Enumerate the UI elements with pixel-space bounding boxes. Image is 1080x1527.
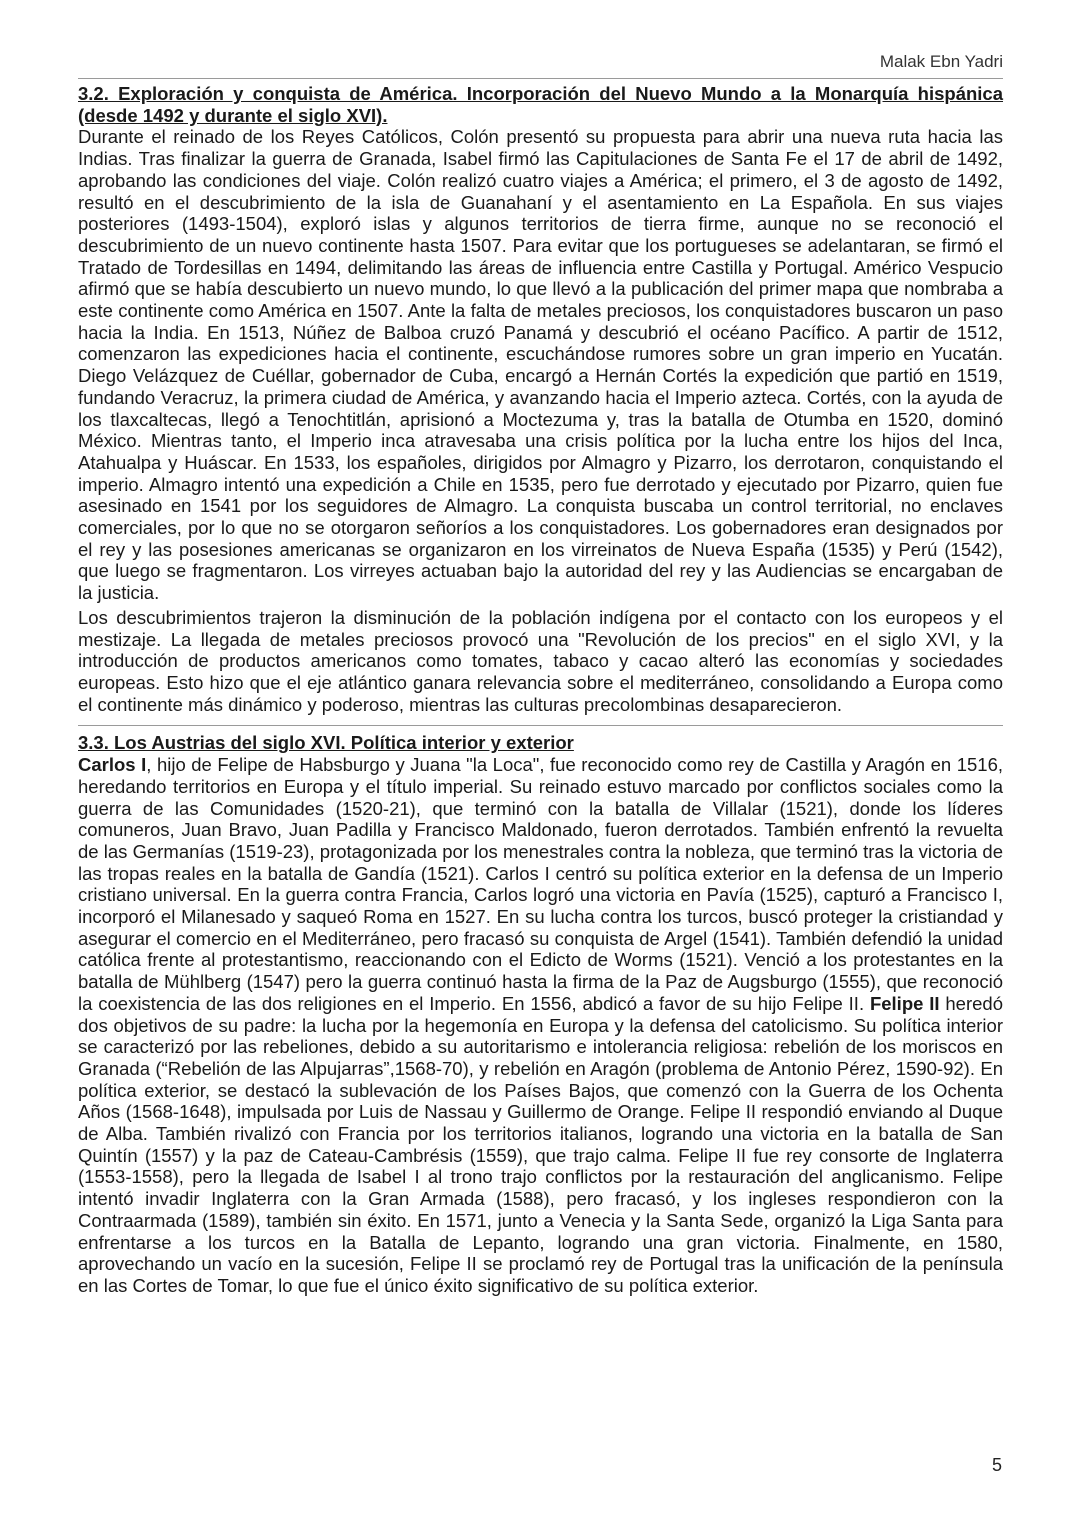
section-title-3-2: 3.2. Exploración y conquista de América. Incorporación del Nuevo Mundo a la Monarquía hispánica (desde 1492 y durante el siglo XVI). [78, 83, 1003, 126]
section-3-2-paragraph-2: Los descubrimientos trajeron la disminución de la población indígena por el contacto con los europeos y el mestizaje. La llegada de metales preciosos provocó una "Revolución de los precios" en el siglo XVI, y la introducción de productos americanos como tomates, tabaco y cacao alteró las economías y sociedades europeas. Esto hizo que el eje atlántico ganara relevancia sobre el mediterráneo, consolidando a Europa como el continente más dinámico y poderoso, mientras las culturas precolombinas desaparecieron. [78, 606, 1003, 715]
felipe-ii-text: heredó dos objetivos de su padre: la lucha por la hegemonía en Europa y la defensa del catolicismo. Su política interior se caracterizó por las rebeliones, debido a su autoritarismo e intolerancia religiosa: rebelión de los moriscos en Granada (“Rebelión de las Alpujarras”,1568-70), y rebelión en Aragón (problema de Antonio Pérez, 1590-92). En política exterior, se destacó la sublevación de los Países Bajos, que comenzó con la Guerra de los Ochenta Años (1568-1648), impulsada por Luis de Nassau y Guillermo de Orange. Felipe II respondió enviando al Duque de Alba. También rivalizó con Francia por los territorios italianos, logrando una victoria en la batalla de San Quintín (1557) y la paz de Cateau-Cambrésis (1559), que trajo calma. Felipe II fue rey consorte de Inglaterra (1553-1558), pero la llegada de Isabel I al trono trajo conflictos por la restauración del anglicanismo. Felipe intentó invadir Inglaterra con la Gran Armada (1588), pero fracasó, y los ingleses respondieron con la Contraarmada (1589), también sin éxito. En 1571, junto a Venecia y la Santa Sede, organizó la Liga Santa para enfrentarse a los turcos en la Batalla de Lepanto, logrando una gran victoria. Finalmente, en 1580, aprovechando un vacío en la sucesión, Felipe II se proclamó rey de Portugal tras la unificación de la península en las Cortes de Tomar, lo que fue el único éxito significativo de su política exterior. [78, 992, 1003, 1296]
document-content [78, 83, 1003, 1297]
carlos-i-text: , hijo de Felipe de Habsburgo y Juana "la Loca", fue reconocido como rey de Castilla y Aragón en 1516, heredando territorios en Europa y el título imperial. Su reinado estuvo marcado por conflictos sociales como la guerra de las Comunidades (1520-21), que terminó con la batalla de Villalar (1521), donde los líderes comuneros, Juan Bravo, Juan Padilla y Francisco Maldonado, fueron derrotados. También enfrentó la revuelta de las Germanías (1519-23), protagonizada por los menestrales contra la nobleza, que terminó tras la victoria de las tropas reales en la batalla de Gandía (1521). Carlos I centró su política exterior en la defensa de un Imperio cristiano universal. En la guerra contra Francia, Carlos logró una victoria en Pavía (1525), capturó a Francisco I, incorporó el Milanesado y saqueó Roma en 1527. En su lucha contra los turcos, buscó proteger la cristiandad y asegurar el comercio en el Mediterráneo, pero fracasó su conquista de Argel (1541). También defendió la unidad católica frente al protestantismo, reaccionando con el Edicto de Worms (1521). Venció a los protestantes en la batalla de Mühlberg (1547) pero la guerra continuó hasta la firma de la Paz de Augsburgo (1555), que reconoció la coexistencia de las dos religiones en el Imperio. En 1556, abdicó a favor de su hijo Felipe II. [78, 754, 1004, 1014]
section-3-2 [78, 83, 1003, 715]
header-divider [78, 78, 1003, 79]
felipe-ii-name: Felipe II [869, 992, 940, 1014]
section-3-3 [78, 732, 1003, 1296]
carlos-i-name: Carlos I [78, 754, 147, 776]
section-3-3-paragraph [78, 754, 1003, 1297]
section-divider [78, 725, 1003, 726]
section-title-3-3: 3.3. Los Austrias del siglo XVI. Política interior y exterior [78, 732, 574, 754]
section-3-2-paragraph-1: Durante el reinado de los Reyes Católicos, Colón presentó su propuesta para abrir una nueva ruta hacia las Indias. Tras finalizar la guerra de Granada, Isabel firmó las Capitulaciones de Santa Fe el 17 de abril de 1492, aprobando las condiciones del viaje. Colón realizó cuatro viajes a América; el primero, el 3 de agosto de 1492, resultó en el descubrimiento de la isla de Guanahaní y el asentamiento en La Española. En sus viajes posteriores (1493-1504), exploró islas y algunos territorios de tierra firme, aunque no se reconoció el descubrimiento de un nuevo continente hasta 1507. Para evitar que los portugueses se adelantaran, se firmó el Tratado de Tordesillas en 1494, delimitando las áreas de influencia entre Castilla y Portugal. Américo Vespucio afirmó que se había descubierto un nuevo mundo, lo que llevó a la publicación del primer mapa que nombraba a este continente como América en 1507. Ante la falta de metales preciosos, los conquistadores buscaron un paso hacia la India. En 1513, Núñez de Balboa cruzó Panamá y descubrió el océano Pacífico. A partir de 1512, comenzaron las expediciones hacia el continente, escuchándose rumores sobre un gran imperio en Yucatán. Diego Velázquez de Cuéllar, gobernador de Cuba, encargó a Hernán Cortés la expedición que partió en 1519, fundando Veracruz, la primera ciudad de América, y avanzando hacia el Imperio azteca. Cortés, con la ayuda de los tlaxcaltecas, llegó a Tenochtitlán, aprisionó a Moctezuma y, tras la batalla de Otumba en 1520, dominó México. Mientras tanto, el Imperio inca atravesaba una crisis política por la lucha entre los hijos del Inca, Atahualpa y Huáscar. En 1533, los españoles, dirigidos por Almagro y Pizarro, los derrotaron, conquistando el imperio. Almagro intentó una expedición a Chile en 1535, pero fue derrotado y ejecutado por Pizarro, quien fue asesinado en 1541 por los seguidores de Almagro. La conquista buscaba un control territorial, no enclaves comerciales, por lo que no se otorgaron señoríos a los conquistadores. Los gobernadores eran designados por el rey y las posesiones americanas se organizaron en los virreinatos de Nueva España (1535) y Perú (1542), que luego se fragmentaron. Los virreyes actuaban bajo la autoridad del rey y las Audiencias se encargaban de la justicia. [78, 126, 1003, 604]
page-number: 5 [991, 1455, 1002, 1475]
author-name: Malak Ebn Yadri [879, 52, 1003, 71]
